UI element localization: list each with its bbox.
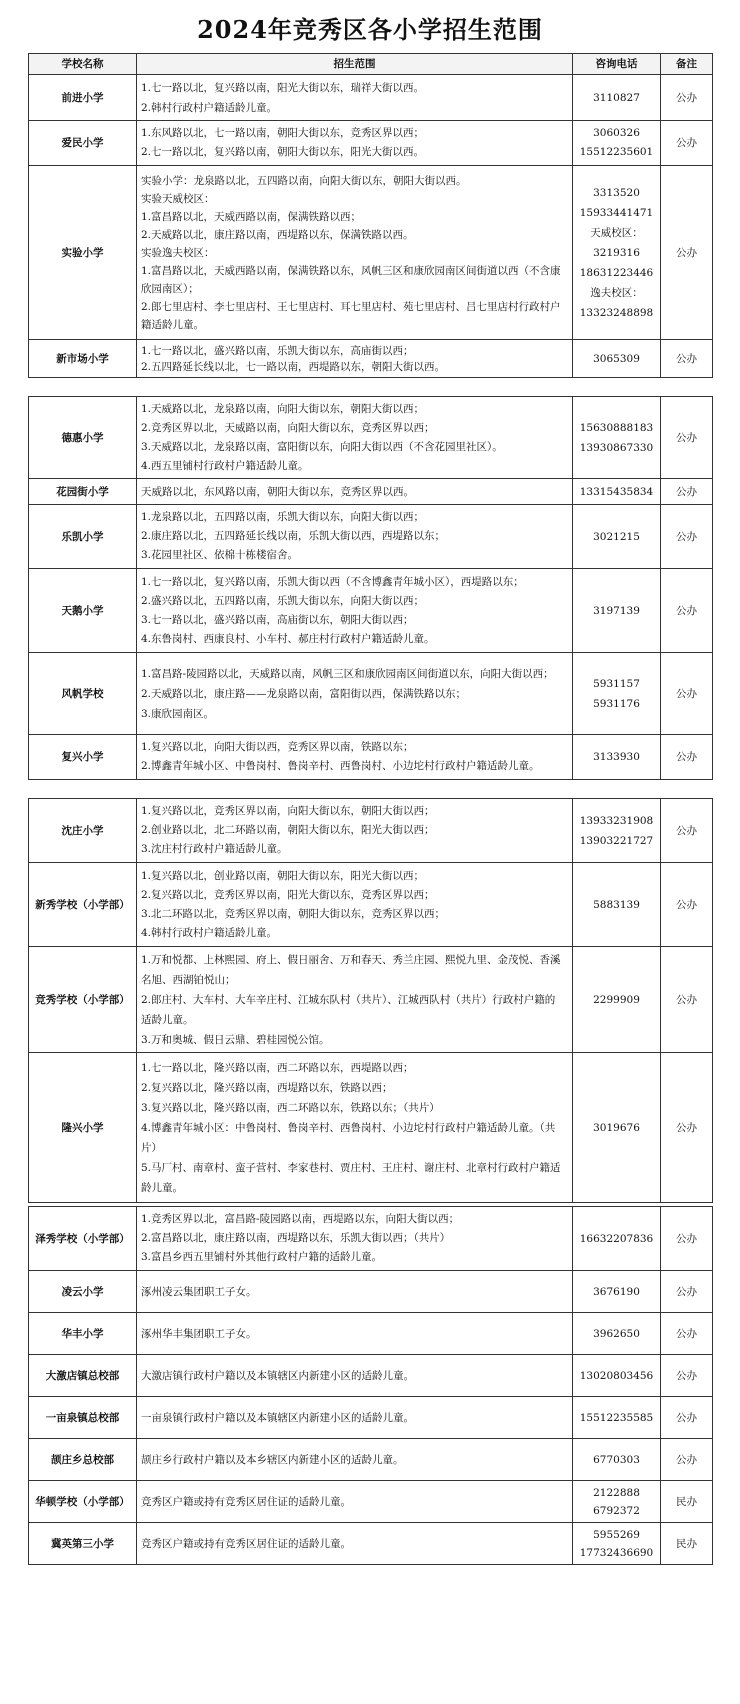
phone-line: 3019676: [593, 1121, 640, 1134]
table-row: [29, 1313, 713, 1355]
phone-line: 3060326: [593, 127, 640, 139]
phone-line: 3197139: [593, 604, 640, 617]
table-row: [29, 569, 713, 653]
table-row: [29, 1207, 713, 1271]
enrollment-scope: [137, 121, 573, 166]
phone-line: 3065309: [593, 352, 640, 365]
school-type-note: 公办: [661, 863, 713, 947]
consult-phone: [573, 1355, 661, 1397]
phone-line: 5931157: [593, 677, 640, 690]
school-name: 一亩泉镇总校部: [29, 1397, 137, 1439]
phone-line: 5955269: [593, 1528, 640, 1541]
consult-phone: [573, 569, 661, 653]
scope-line: 2.天威路以北，康庄路以南，西堤路以东，保满铁路以西。: [141, 228, 414, 241]
school-type-note: 公办: [661, 1397, 713, 1439]
school-name: 天鹅小学: [29, 569, 137, 653]
enrollment-scope: [137, 569, 573, 653]
phone-line: 3110827: [593, 91, 640, 104]
scope-line: 1.竞秀区界以北，富昌路-陵园路以南，西堤路以东，向阳大街以西；: [141, 1213, 460, 1225]
school-name: 复兴小学: [29, 735, 137, 780]
consult-phone: [573, 75, 661, 121]
phone-line: 3962650: [593, 1327, 640, 1340]
phone-line: 2299909: [593, 993, 640, 1006]
scope-line: 涿州华丰集团职工子女。: [141, 1327, 257, 1340]
table-row: [29, 505, 713, 569]
scope-line: 3.天威路以北，龙泉路以南，富阳街以东，向阳大街以西（不含花园里社区）。: [141, 440, 503, 453]
school-type-note: 公办: [661, 799, 713, 863]
scope-line: 1.七一路以北，复兴路以南，乐凯大街以西（不含博鑫青年城小区），西堤路以东；: [141, 575, 524, 588]
enrollment-scope: [137, 1271, 573, 1313]
table-row: [29, 799, 713, 863]
school-name: 竞秀学校（小学部）: [29, 947, 137, 1053]
school-name: 实验小学: [29, 166, 137, 340]
scope-line: 1.七一路以北，隆兴路以南，西二环路以东，西堤路以西；: [141, 1061, 414, 1074]
phone-line: 5883139: [593, 898, 640, 911]
scope-line: 籍适龄儿童。: [141, 318, 204, 331]
school-type-note: 公办: [661, 505, 713, 569]
phone-line: 3133930: [593, 751, 640, 763]
enrollment-scope: [137, 799, 573, 863]
phone-line: 3313520: [593, 186, 640, 199]
phone-line: 15630888183: [579, 421, 654, 434]
consult-phone: [573, 397, 661, 479]
scope-line: 2.七一路以北，复兴路以南，朝阳大街以东，阳光大街以西。: [141, 146, 425, 158]
school-type-note: 公办: [661, 340, 713, 378]
school-table: [28, 53, 713, 378]
enrollment-scope: [137, 863, 573, 947]
enrollment-scope: [137, 735, 573, 780]
phone-line: 6770303: [593, 1453, 640, 1466]
enrollment-scope: [137, 1053, 573, 1203]
header-note: 备注: [661, 54, 713, 75]
consult-phone: [573, 1523, 661, 1565]
school-type-note: 公办: [661, 1313, 713, 1355]
school-name: 大激店镇总校部: [29, 1355, 137, 1397]
school-name: 冀英第三小学: [29, 1523, 137, 1565]
header-phone: 咨询电话: [573, 54, 661, 75]
consult-phone: [573, 1271, 661, 1313]
scope-line: 1.富昌路以北，天威西路以南，保满铁路以东，风帆三区和康欣园南区间街道以西（不含康: [141, 264, 561, 277]
consult-phone: [573, 947, 661, 1053]
consult-phone: [573, 1313, 661, 1355]
scope-line: 2.博鑫青年城小区、中鲁岗村、鲁岗辛村、西鲁岗村、小边坨村行政村户籍适龄儿童。: [141, 760, 540, 772]
school-table: [28, 396, 713, 780]
scope-line: 实验小学：龙泉路以北，五四路以南，向阳大街以东，朝阳大街以西。: [141, 174, 467, 187]
enrollment-scope: [137, 397, 573, 479]
scope-line: 2.盛兴路以北，五四路以南，乐凯大街以东，向阳大街以西；: [141, 594, 425, 607]
scope-line: 3.沈庄村行政村户籍适龄儿童。: [141, 843, 288, 855]
table-row: [29, 479, 713, 505]
table-row: [29, 1439, 713, 1481]
phone-line: 13020803456: [579, 1369, 654, 1382]
school-name: 华丰小学: [29, 1313, 137, 1355]
enrollment-scope: [137, 1397, 573, 1439]
scope-line: 名旭、西湖铂悦山；: [141, 973, 236, 986]
scope-line: 3.北二环路以北，竞秀区界以南，朝阳大街以东，竞秀区界以西；: [141, 907, 446, 920]
consult-phone: [573, 166, 661, 340]
scope-line: 适龄儿童。: [141, 1013, 194, 1026]
page-title: 2024年竞秀区各小学招生范围: [197, 15, 543, 44]
enrollment-scope: [137, 1207, 573, 1271]
scope-line: 涿州凌云集团职工子女。: [141, 1285, 257, 1298]
consult-phone: [573, 1053, 661, 1203]
scope-line: 2.创业路以北，北二环路以南，朝阳大街以东，阳光大街以西；: [141, 824, 435, 836]
phone-line: 13903221727: [579, 834, 654, 847]
scope-line: 一亩泉镇行政村户籍以及本镇辖区内新建小区的适龄儿童。: [141, 1411, 414, 1424]
scope-line: 4.西五里铺村行政村户籍适龄儿童。: [141, 459, 309, 472]
phone-line: 15512235585: [579, 1411, 654, 1424]
scope-line: 2.复兴路以北，竞秀区界以南，阳光大街以东，竞秀区界以西；: [141, 888, 435, 901]
school-name: 新秀学校（小学部）: [29, 863, 137, 947]
school-name: 泽秀学校（小学部）: [29, 1207, 137, 1271]
phone-line: 逸夫校区：: [590, 286, 643, 299]
scope-line: 2.五四路延长线以北，七一路以南，西堤路以东，朝阳大街以西。: [141, 360, 446, 373]
table-header-row: [29, 54, 713, 75]
scope-line: 片）: [141, 1141, 162, 1154]
enrollment-scope: [137, 340, 573, 378]
consult-phone: [573, 1207, 661, 1271]
school-type-note: 公办: [661, 653, 713, 735]
scope-line: 4.博鑫青年城小区：中鲁岗村、鲁岗辛村、西鲁岗村、小边坨村行政村户籍适龄儿童。（共: [141, 1121, 556, 1134]
table-row: [29, 1397, 713, 1439]
scope-line: 5.马厂村、南章村、蛮子营村、李家巷村、贾庄村、王庄村、谢庄村、北章村行政村户籍适: [141, 1161, 561, 1174]
scope-line: 大激店镇行政村户籍以及本镇辖区内新建小区的适龄儿童。: [141, 1369, 414, 1382]
scope-line: 1.富昌路以北，天威西路以南，保满铁路以西；: [141, 210, 362, 223]
consult-phone: [573, 799, 661, 863]
table-row: [29, 1481, 713, 1523]
phone-line: 2122888: [593, 1486, 640, 1499]
enrollment-scope: [137, 947, 573, 1053]
scope-line: 4.东鲁岗村、西康良村、小车村、郝庄村行政村户籍适龄儿童。: [141, 632, 435, 645]
school-name: 凌云小学: [29, 1271, 137, 1313]
school-type-note: 公办: [661, 1207, 713, 1271]
scope-line: 3.七一路以北，盛兴路以南，高庙街以东，朝阳大街以西；: [141, 613, 414, 626]
scope-line: 天威路以北，东风路以南，朝阳大街以东，竞秀区界以西。: [141, 485, 414, 498]
scope-line: 3.复兴路以北，隆兴路以南，西二环路以东，铁路以东；（共片）: [141, 1101, 440, 1114]
scope-line: 2.竞秀区界以北，天威路以南，向阳大街以东，竞秀区界以西；: [141, 421, 435, 434]
phone-line: 6792372: [593, 1504, 640, 1517]
scope-line: 1.复兴路以北，竞秀区界以南，向阳大街以东，朝阳大街以西；: [141, 805, 435, 817]
school-type-note: 公办: [661, 1053, 713, 1203]
enrollment-scope: [137, 505, 573, 569]
school-type-note: 公办: [661, 121, 713, 166]
school-name: 前进小学: [29, 75, 137, 121]
enrollment-scope: [137, 1439, 573, 1481]
school-type-note: 公办: [661, 1355, 713, 1397]
scope-line: 4.韩村行政村户籍适龄儿童。: [141, 926, 278, 939]
school-type-note: 公办: [661, 75, 713, 121]
scope-line: 2.郎庄村、大车村、大车辛庄村、江城东队村（共片）、江城西队村（共片）行政村户籍的: [141, 993, 556, 1006]
consult-phone: [573, 653, 661, 735]
phone-line: 13323248898: [579, 306, 654, 319]
scope-line: 3.康欣园南区。: [141, 707, 215, 720]
table-row: [29, 1053, 713, 1203]
school-type-note: 民办: [661, 1523, 713, 1565]
scope-line: 实验天威校区：: [141, 192, 215, 205]
scope-line: 1.天威路以北，龙泉路以南，向阳大街以东，朝阳大街以西；: [141, 402, 425, 415]
header-school: 学校名称: [29, 54, 137, 75]
school-name: 颉庄乡总校部: [29, 1439, 137, 1481]
school-name: 爱民小学: [29, 121, 137, 166]
school-name: 花园街小学: [29, 479, 137, 505]
scope-line: 2.天威路以北，康庄路——龙泉路以南，富阳街以西，保满铁路以东；: [141, 687, 467, 700]
scope-line: 1.万和悦都、上林熙园、府上、假日丽舍、万和春天、秀兰庄园、熙悦九里、金茂悦、香溪: [141, 953, 561, 966]
school-name: 沈庄小学: [29, 799, 137, 863]
school-name: 风帆学校: [29, 653, 137, 735]
enrollment-scope: [137, 1481, 573, 1523]
scope-line: 实验逸夫校区：: [141, 246, 215, 259]
enrollment-scope: [137, 653, 573, 735]
phone-line: 3219316: [593, 246, 640, 259]
school-type-note: 民办: [661, 1481, 713, 1523]
school-type-note: 公办: [661, 1439, 713, 1481]
enrollment-scope: [137, 479, 573, 505]
scope-line: 1.七一路以北，盛兴路以南，乐凯大街以东，高庙街以西；: [141, 344, 414, 357]
enrollment-scope: [137, 1313, 573, 1355]
header-scope: 招生范围: [137, 54, 573, 75]
consult-phone: [573, 121, 661, 166]
scope-line: 1.复兴路以北，向阳大街以西，竞秀区界以南，铁路以东；: [141, 741, 414, 753]
consult-phone: [573, 735, 661, 780]
scope-line: 竞秀区户籍或持有竞秀区居住证的适龄儿童。: [141, 1537, 351, 1550]
school-name: 隆兴小学: [29, 1053, 137, 1203]
enrollment-scope: [137, 166, 573, 340]
table-row: [29, 863, 713, 947]
table-row: [29, 735, 713, 780]
phone-line: 13315435834: [579, 485, 654, 498]
school-name: 华顿学校（小学部）: [29, 1481, 137, 1523]
consult-phone: [573, 1481, 661, 1523]
school-type-note: 公办: [661, 735, 713, 780]
scope-line: 竞秀区户籍或持有竞秀区居住证的适龄儿童。: [141, 1495, 351, 1508]
school-type-note: 公办: [661, 397, 713, 479]
table-row: [29, 947, 713, 1053]
consult-phone: [573, 1439, 661, 1481]
table-row: [29, 1355, 713, 1397]
school-name: 乐凯小学: [29, 505, 137, 569]
table-row: [29, 75, 713, 121]
scope-line: 1.龙泉路以北，五四路以南，乐凯大街以东，向阳大街以西；: [141, 511, 425, 523]
table-row: [29, 121, 713, 166]
phone-line: 3676190: [593, 1285, 640, 1298]
scope-line: 1.富昌路-陵园路以北，天威路以南，风帆三区和康欣园南区间街道以东，向阳大街以西；: [141, 667, 554, 680]
table-row: [29, 653, 713, 735]
school-type-note: 公办: [661, 1271, 713, 1313]
scope-line: 龄儿童。: [141, 1181, 183, 1194]
scope-line: 2.康庄路以北，五四路延长线以南，乐凯大街以西，西堤路以东；: [141, 530, 446, 542]
scope-line: 颉庄乡行政村户籍以及本乡辖区内新建小区的适龄儿童。: [141, 1453, 404, 1466]
school-name: 新市场小学: [29, 340, 137, 378]
phone-line: 18631223446: [579, 266, 654, 279]
consult-phone: [573, 340, 661, 378]
school-table: [28, 798, 713, 1203]
phone-line: 天威校区：: [590, 226, 643, 239]
scope-line: 3.富昌乡西五里铺村外其他行政村户籍的适龄儿童。: [141, 1251, 383, 1263]
scope-line: 欣园南区）；: [141, 282, 199, 295]
enrollment-scope: [137, 1355, 573, 1397]
consult-phone: [573, 1397, 661, 1439]
phone-line: 17732436690: [579, 1546, 654, 1559]
scope-line: 2.韩村行政村户籍适龄儿童。: [141, 101, 278, 114]
scope-line: 3.万和奥城、假日云鼎、碧桂园悦公馆。: [141, 1033, 330, 1046]
table-row: [29, 1271, 713, 1313]
consult-phone: [573, 479, 661, 505]
phone-line: 3021215: [593, 530, 640, 543]
table-row: [29, 397, 713, 479]
table-row: [29, 1523, 713, 1565]
school-name: 德惠小学: [29, 397, 137, 479]
phone-line: 15933441471: [579, 206, 654, 219]
enrollment-scope: [137, 75, 573, 121]
school-type-note: 公办: [661, 166, 713, 340]
table-row: [29, 166, 713, 340]
scope-line: 3.花园里社区、依棉十栋楼宿舍。: [141, 549, 299, 561]
consult-phone: [573, 863, 661, 947]
consult-phone: [573, 505, 661, 569]
school-type-note: 公办: [661, 569, 713, 653]
school-table: [28, 1206, 713, 1565]
phone-line: 16632207836: [579, 1232, 654, 1245]
scope-line: 2.复兴路以北，隆兴路以南，西堤路以东，铁路以西；: [141, 1081, 393, 1094]
phone-line: 15512235601: [579, 146, 654, 158]
scope-line: 1.复兴路以北，创业路以南，朝阳大街以东，阳光大街以西；: [141, 869, 425, 882]
phone-line: 5931176: [593, 697, 640, 710]
scope-line: 1.东风路以北，七一路以南，朝阳大街以东，竞秀区界以西；: [141, 127, 425, 139]
enrollment-scope: [137, 1523, 573, 1565]
school-type-note: 公办: [661, 947, 713, 1053]
table-row: [29, 340, 713, 378]
scope-line: 2.郎七里店村、李七里店村、王七里店村、耳七里店村、苑七里店村、吕七里店村行政村户: [141, 300, 561, 313]
phone-line: 13930867330: [579, 441, 654, 454]
phone-line: 13933231908: [579, 814, 654, 827]
scope-line: 1.七一路以北，复兴路以南，阳光大街以东，瑞祥大街以西。: [141, 81, 425, 94]
scope-line: 2.富昌路以北，康庄路以南，西堤路以东，乐凯大街以西；（共片）: [141, 1232, 451, 1244]
school-type-note: 公办: [661, 479, 713, 505]
